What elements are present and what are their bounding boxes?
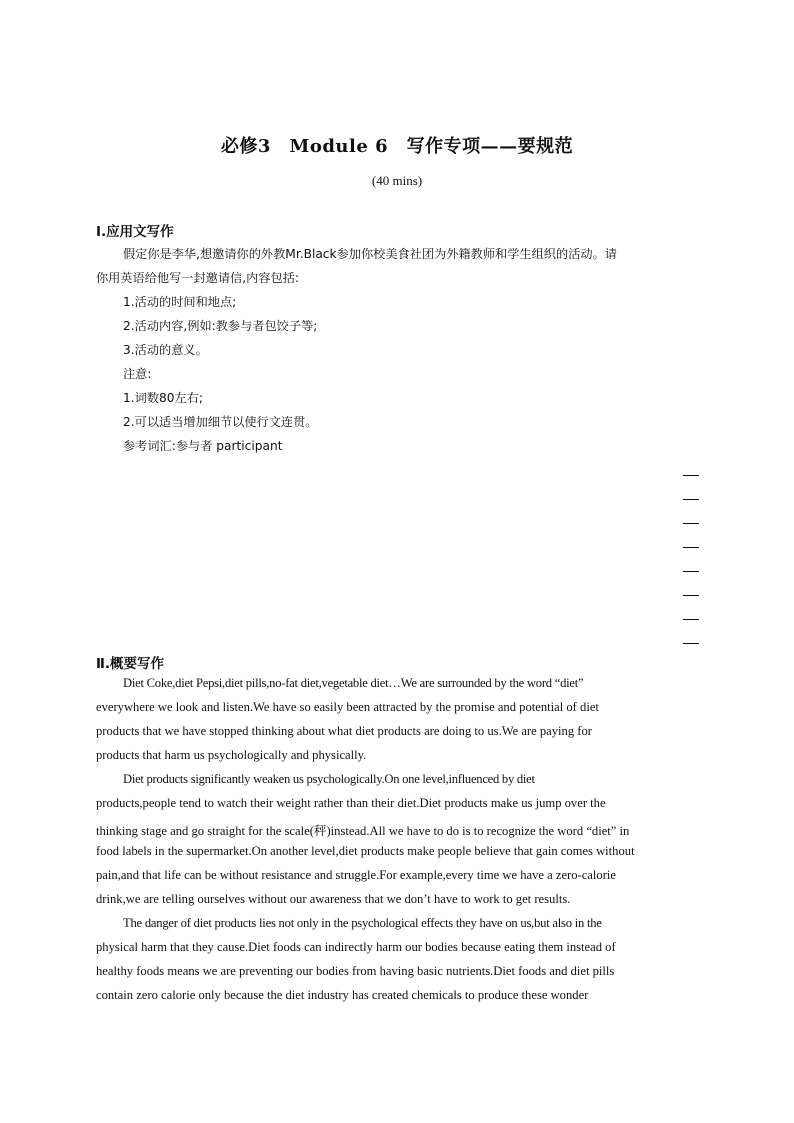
section-heading-applied-writing: Ⅰ.应用文写作 [96, 224, 174, 240]
passage-line: drink,we are telling ourselves without our awareness that we don’t have to work to get results. [96, 892, 571, 906]
passage-line: products that harm us psychologically and physically. [96, 748, 367, 762]
passage-line: healthy foods means we are preventing our bodies from having basic nutrients.Diet foods and diet pills [96, 964, 615, 978]
passage-line: physical harm that they cause.Diet foods can indirectly harm our bodies because eating them instead of [96, 940, 616, 954]
task-line: 注意: [123, 367, 152, 381]
passage-line: thinking stage and go straight for the scale(秤)instead.All we have to do is to recognize the word “diet” in [96, 824, 630, 838]
section-heading-summary-writing: Ⅱ.概要写作 [96, 656, 165, 672]
answer-blank-line[interactable] [683, 595, 699, 596]
passage-line: The danger of diet products lies not only in the psychological effects they have on us,but also in the [123, 916, 602, 930]
task-line: 3.活动的意义。 [123, 343, 208, 357]
task-line: 你用英语给他写一封邀请信,内容包括: [96, 271, 299, 285]
answer-blank-line[interactable] [683, 619, 699, 620]
answer-blank-line[interactable] [683, 499, 699, 500]
task-line: 2.活动内容,例如:教参与者包饺子等; [123, 319, 318, 333]
answer-blank-line[interactable] [683, 523, 699, 524]
passage-line: products,people tend to watch their weight rather than their diet.Diet products make us jump over the [96, 796, 606, 810]
passage-line: products that we have stopped thinking about what diet products are doing to us.We are paying for [96, 724, 592, 738]
task-line: 假定你是李华,想邀请你的外教Mr.Black参加你校美食社团为外籍教师和学生组织的活动。请 [123, 247, 617, 261]
answer-blank-line[interactable] [683, 571, 699, 572]
passage-line: Diet products significantly weaken us psychologically.On one level,influenced by diet [123, 772, 535, 786]
passage-line: pain,and that life can be without resistance and struggle.For example,every time we have a zero-calorie [96, 868, 616, 882]
task-line: 1.词数80左右; [123, 391, 203, 405]
answer-blank-line[interactable] [683, 643, 699, 644]
task-line: 2.可以适当增加细节以使行文连贯。 [123, 415, 318, 429]
passage-line: Diet Coke,diet Pepsi,diet pills,no-fat diet,vegetable diet…We are surrounded by the word “diet” [123, 676, 584, 690]
time-limit: (40 mins) [371, 173, 423, 188]
passage-line: everywhere we look and listen.We have so easily been attracted by the promise and potential of diet [96, 700, 599, 714]
answer-blank-line[interactable] [683, 547, 699, 548]
passage-line: contain zero calorie only because the diet industry has created chemicals to produce these wonder [96, 988, 589, 1002]
answer-blank-line[interactable] [683, 475, 699, 476]
page-title: 必修3 Module 6 写作专项——要规范 [220, 136, 574, 157]
passage-line: food labels in the supermarket.On another level,diet products make people believe that gain comes without [96, 844, 635, 858]
task-line: 1.活动的时间和地点; [123, 295, 237, 309]
task-line: 参考词汇:参与者 participant [123, 439, 283, 453]
